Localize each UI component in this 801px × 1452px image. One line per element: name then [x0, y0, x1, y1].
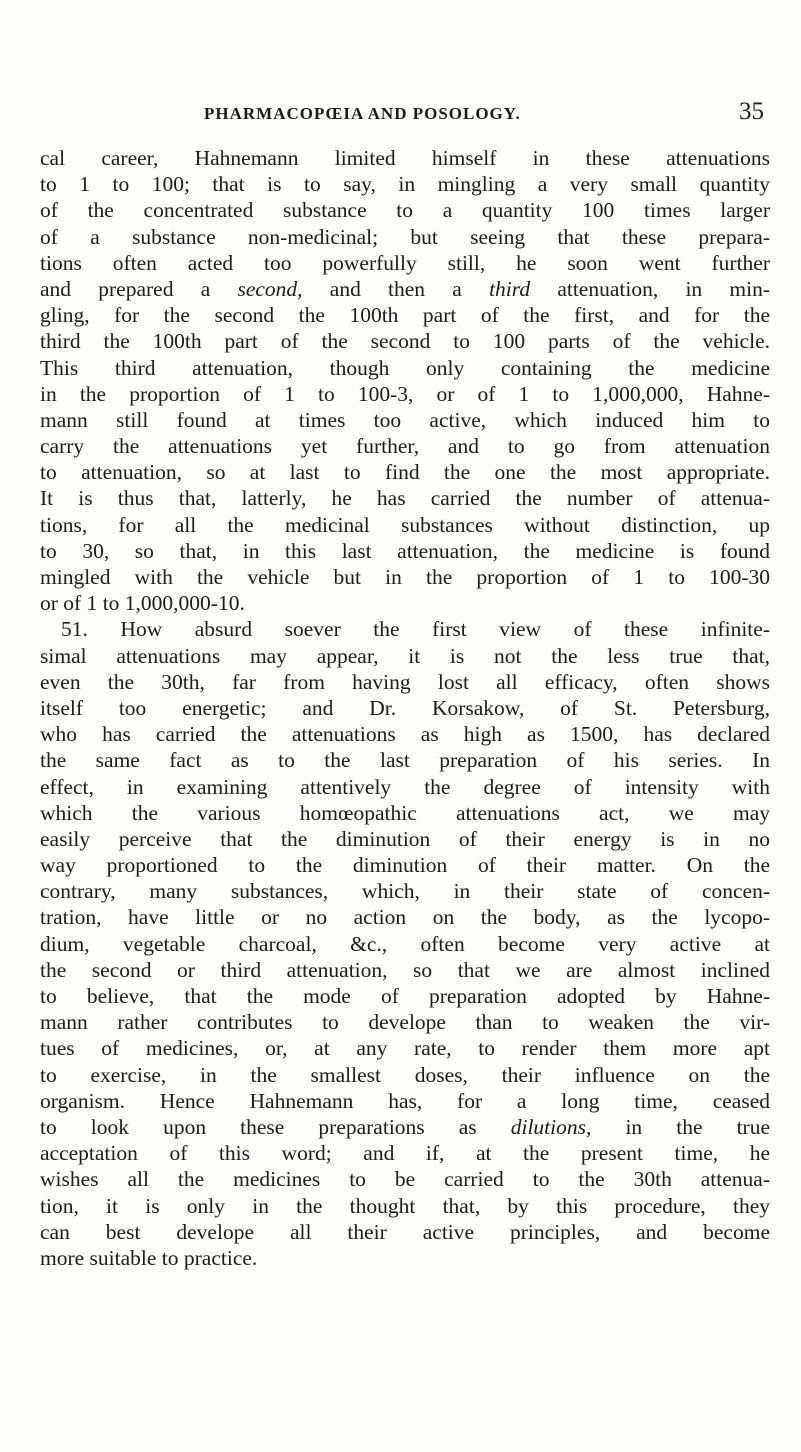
text-line [40, 433, 770, 459]
text-segment: or of 1 to 1,000,000-10. [40, 591, 245, 616]
text-segment: more suitable to practice. [40, 1245, 258, 1270]
text-segment: easily perceive that the diminution of their energy is in no [40, 826, 770, 851]
running-title: PHARMACOPŒIA AND POSOLOGY. [204, 104, 521, 123]
page-number: 35 [739, 98, 764, 125]
text-line [40, 1245, 770, 1271]
text-segment: gling, for the second the 100th part of the first, and for the [40, 303, 770, 328]
text-line [40, 564, 770, 590]
text-line [40, 1219, 770, 1245]
text-segment: tration, have little or no action on the body, as the lycopo- [40, 905, 770, 930]
text-segment: It is thus that, latterly, he has carried the number of attenua- [40, 486, 770, 511]
text-line [40, 1193, 770, 1219]
body-text [40, 145, 770, 1271]
text-segment: can best develope all their active principles, and become [40, 1219, 770, 1244]
text-line [40, 957, 770, 983]
text-segment: way proportioned to the diminution of their matter. On the [40, 853, 770, 878]
text-line [40, 1114, 770, 1140]
text-line [40, 459, 770, 485]
text-segment: effect, in examining attentively the degree of intensity with [40, 774, 770, 799]
text-line [40, 407, 770, 433]
text-line [40, 878, 770, 904]
text-line [40, 197, 770, 223]
text-segment: mingled with the vehicle but in the proportion of 1 to 100-30 [40, 565, 770, 589]
text-segment: of a substance non-medicinal; but seeing that these prepara- [40, 224, 770, 249]
italic-text: third [489, 276, 531, 301]
text-segment: to exercise, in the smallest doses, their influence on the [40, 1062, 770, 1087]
text-line [40, 1062, 770, 1088]
text-segment: attenuation, in min- [530, 276, 770, 301]
italic-text: second, [237, 276, 303, 301]
text-segment: to 1 to 100; that is to say, in mingling a very small quantity [40, 172, 770, 197]
text-segment: wishes all the medicines to be carried to the 30th attenua- [40, 1167, 770, 1192]
text-line [40, 355, 770, 381]
text-segment: of the concentrated substance to a quantity 100 times larger [40, 198, 770, 223]
text-segment: the second or third attenuation, so that we are almost inclined [40, 957, 770, 982]
text-segment: mann rather contributes to develope than to weaken the vir- [40, 1010, 770, 1035]
text-segment: tion, it is only in the thought that, by this procedure, they [40, 1193, 770, 1218]
text-line [40, 669, 770, 695]
text-line [40, 485, 770, 511]
text-line [40, 1035, 770, 1061]
text-segment: organism. Hence Hahnemann has, for a long time, ceased [40, 1088, 770, 1113]
text-segment: tions often acted too powerfully still, he soon went further [40, 250, 770, 275]
text-line [40, 721, 770, 747]
text-segment: tions, for all the medicinal substances without distinction, up [40, 512, 770, 537]
text-line [40, 616, 770, 642]
text-line [40, 931, 770, 957]
text-segment: tues of medicines, or, at any rate, to render them more apt [40, 1036, 770, 1061]
text-line [40, 276, 770, 302]
text-segment: third the 100th part of the second to 100 parts of the vehicle. [40, 329, 770, 354]
text-segment: itself too energetic; and Dr. Korsakow, of St. Petersburg, [40, 695, 770, 720]
text-line [40, 1166, 770, 1192]
text-segment: even the 30th, far from having lost all efficacy, often shows [40, 669, 770, 694]
running-head [204, 98, 764, 134]
text-line [40, 1088, 770, 1114]
text-segment: dium, vegetable charcoal, &c., often become very active at [40, 931, 770, 956]
text-line [40, 250, 770, 276]
text-segment: the same fact as to the last preparation of his series. In [40, 748, 770, 773]
text-segment: simal attenuations may appear, it is not the less true that, [40, 643, 770, 668]
text-line [40, 145, 770, 171]
text-segment: cal career, Hahnemann limited himself in these attenuations [40, 146, 770, 170]
text-segment: contrary, many substances, which, in their state of concen- [40, 879, 770, 904]
text-line [40, 800, 770, 826]
text-segment: and then a [302, 276, 490, 301]
text-segment: to look upon these preparations as [40, 1114, 511, 1139]
text-line [40, 826, 770, 852]
text-segment: in the proportion of 1 to 100-3, or of 1 to 1,000,000, Hahne- [40, 381, 770, 406]
text-line [40, 224, 770, 250]
text-line [40, 852, 770, 878]
text-line [40, 381, 770, 407]
text-line [40, 302, 770, 328]
text-line [40, 590, 770, 616]
text-line [40, 538, 770, 564]
text-segment: who has carried the attenuations as high as 1500, has declared [40, 722, 770, 747]
text-line [40, 512, 770, 538]
text-line [40, 747, 770, 773]
text-segment: to attenuation, so at last to find the one the most appropriate. [40, 460, 770, 485]
text-segment: 51. How absurd soever the first view of these infinite- [61, 617, 770, 642]
italic-text: dilutions, [510, 1114, 592, 1139]
text-line [40, 983, 770, 1009]
text-line [40, 1009, 770, 1035]
text-segment: acceptation of this word; and if, at the present time, he [40, 1141, 770, 1166]
text-line [40, 695, 770, 721]
text-line [40, 171, 770, 197]
text-line [40, 328, 770, 354]
text-line [40, 643, 770, 669]
text-line [40, 1140, 770, 1166]
text-segment: mann still found at times too active, which induced him to [40, 407, 770, 432]
text-segment: to 30, so that, in this last attenuation, the medicine is found [40, 538, 770, 563]
text-segment: in the true [591, 1114, 771, 1139]
text-segment: This third attenuation, though only containing the medicine [40, 355, 770, 380]
text-segment: and prepared a [40, 276, 238, 301]
text-line [40, 904, 770, 930]
text-line [40, 774, 770, 800]
text-segment: to believe, that the mode of preparation adopted by Hahne- [40, 984, 770, 1008]
text-segment: which the various homœopathic attenuations act, we may [40, 800, 770, 825]
text-segment: carry the attenuations yet further, and to go from attenuation [40, 434, 770, 459]
